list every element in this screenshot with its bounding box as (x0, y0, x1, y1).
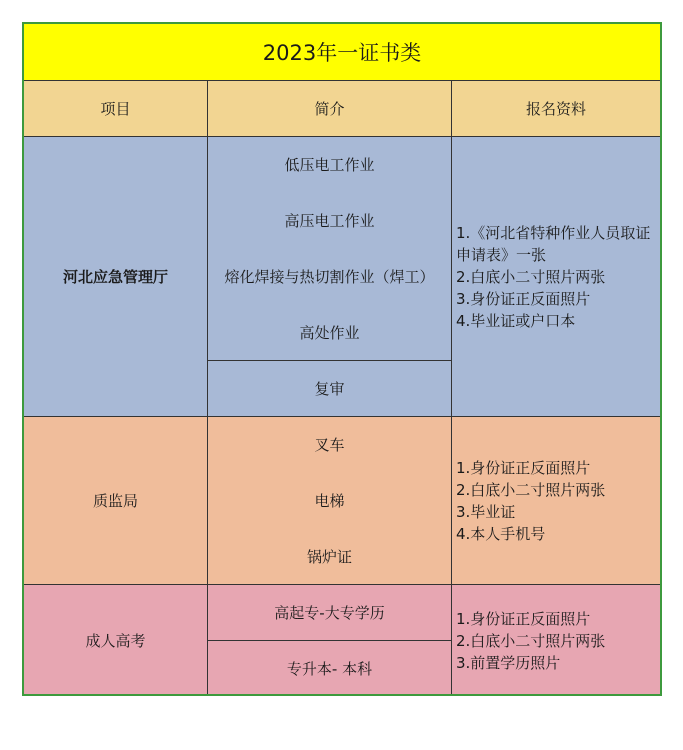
list-item: 3.毕业证 (456, 502, 516, 521)
list-item: 2.白底小二寸照片两张 (456, 631, 606, 650)
row-materials-quality (452, 417, 660, 585)
row-extra-review: 复审 (208, 361, 452, 417)
list-item: 4.毕业证或户口本 (456, 311, 576, 330)
list-item: 1.《河北省特种作业人员取证申请表》一张 (456, 223, 651, 264)
list-item: 3.身份证正反面照片 (456, 289, 591, 308)
list-item: 叉车 (314, 436, 345, 455)
list-item: 4.本人手机号 (456, 524, 546, 543)
table-title: 2023年一证书类 (24, 24, 660, 81)
header-intro: 简介 (208, 81, 452, 137)
list-item: 高压电工作业 (284, 212, 375, 231)
row-materials-adult-exam (452, 585, 660, 696)
row-name-emergency: 河北应急管理厅 (24, 137, 208, 417)
row-name-adult-exam: 成人高考 (24, 585, 208, 696)
list-item: 电梯 (314, 491, 345, 510)
list-item: 2.白底小二寸照片两张 (456, 267, 606, 286)
list-item: 2.白底小二寸照片两张 (456, 480, 606, 499)
list-item: 锅炉证 (306, 547, 352, 566)
row-materials-emergency (452, 137, 660, 417)
row-item-associate: 高起专-大专学历 (208, 585, 452, 641)
certificate-table (22, 22, 662, 696)
list-item: 熔化焊接与热切割作业（焊工） (224, 267, 435, 286)
row-items-quality (208, 417, 452, 585)
list-item: 低压电工作业 (284, 156, 375, 175)
list-item: 3.前置学历照片 (456, 653, 561, 672)
row-name-quality: 质监局 (24, 417, 208, 585)
header-project: 项目 (24, 81, 208, 137)
header-materials: 报名资料 (452, 81, 660, 137)
row-items-emergency (208, 137, 452, 361)
list-item: 1.身份证正反面照片 (456, 609, 591, 628)
list-item: 高处作业 (299, 323, 360, 342)
row-item-bachelor: 专升本- 本科 (208, 641, 452, 696)
list-item: 1.身份证正反面照片 (456, 458, 591, 477)
